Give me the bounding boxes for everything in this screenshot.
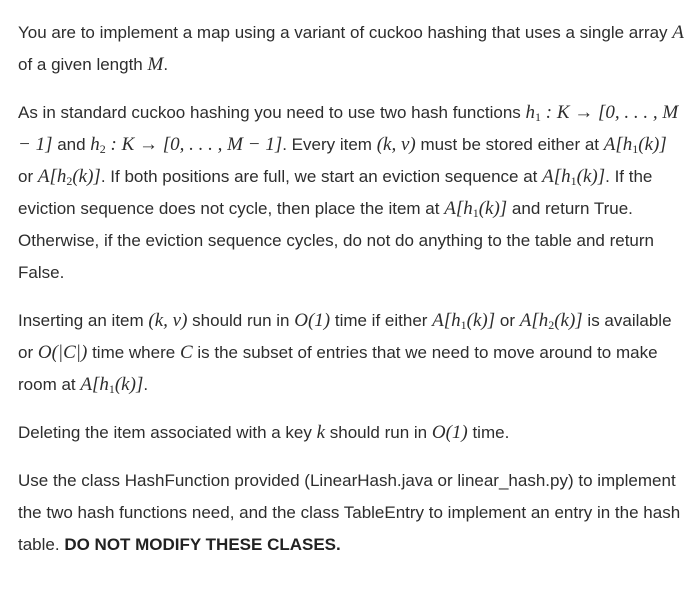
text: is available or (18, 311, 672, 362)
text: As in standard cuckoo hashing you need to use two hash functions (18, 103, 526, 122)
text: . If both positions are full, we start an eviction sequence at (100, 167, 543, 186)
text: and (52, 135, 91, 154)
math-a-h1k: $A[h_1(k)]$ (432, 310, 496, 332)
math-h2-range: : K → [0, . . . , M − 1] (105, 134, 283, 155)
math-a-h1k: $A[h_1(k)]$ (80, 374, 144, 396)
bold-warning: DO NOT MODIFY THESE CLASES. (64, 535, 341, 554)
math-domain: : K → (541, 102, 594, 123)
text: and return True. Otherwise, if the eviction sequence cycles, do not do anything to the table and return False. (18, 199, 654, 282)
paragraph-delete-complexity (18, 417, 686, 449)
text: time if either (330, 311, 433, 330)
math-a-h2k: $A[h_2(k)]$ (519, 310, 583, 332)
math-a-h2k: $A[h_2(k)]$ (37, 166, 101, 188)
text: . Every item (282, 135, 377, 154)
text: is the subset of entries that we need to move around to make room at (18, 343, 658, 394)
text: . (143, 375, 149, 394)
assignment-text (18, 17, 686, 577)
math-a-h1k: $A[h_1(k)]$ (542, 166, 606, 188)
math-h1: $h_1$ (525, 102, 541, 124)
text: of a given length (18, 55, 148, 74)
text: should run in (325, 423, 432, 442)
paragraph-cuckoo-rules (18, 97, 686, 289)
math-item: (k, v) (376, 134, 416, 155)
math-h2: $h_2$ (90, 134, 106, 156)
text: should run in (187, 311, 295, 330)
math-a-h1k: $A[h_1(k)]$ (603, 134, 667, 156)
text: time. (467, 423, 510, 442)
math-k: k (316, 422, 326, 443)
paragraph-intro (18, 17, 686, 81)
text: . If the eviction sequence does not cycle, then place the item at (18, 167, 653, 218)
text: Inserting an item (18, 311, 149, 330)
text: must be stored either at (415, 135, 604, 154)
text: Use the class HashFunction provided (LinearHash.java or linear_hash.py) to implement the two hash functions need, and the class TableEntry to implement an entry in the hash table. (18, 471, 681, 554)
math-length-m: M (147, 54, 164, 75)
math-c: C (179, 342, 193, 363)
text: time where (87, 343, 180, 362)
math-item: (k, v) (148, 310, 188, 331)
paragraph-insert-complexity (18, 305, 686, 401)
text: You are to implement a map using a variant of cuckoo hashing that uses a single array (18, 23, 673, 42)
text: . (163, 55, 169, 74)
math-o1: O(1) (294, 310, 331, 331)
math-a-h1k: $A[h_1(k)]$ (444, 198, 508, 220)
paragraph-class-instructions (18, 465, 686, 561)
text: Deleting the item associated with a key (18, 423, 317, 442)
text: or (18, 167, 38, 186)
math-range: [0, . . . , M − 1] (18, 102, 679, 155)
math-o1: O(1) (431, 422, 468, 443)
text: or (495, 311, 520, 330)
math-array-a: A (672, 22, 684, 43)
math-oc: O(|C|) (37, 342, 88, 363)
